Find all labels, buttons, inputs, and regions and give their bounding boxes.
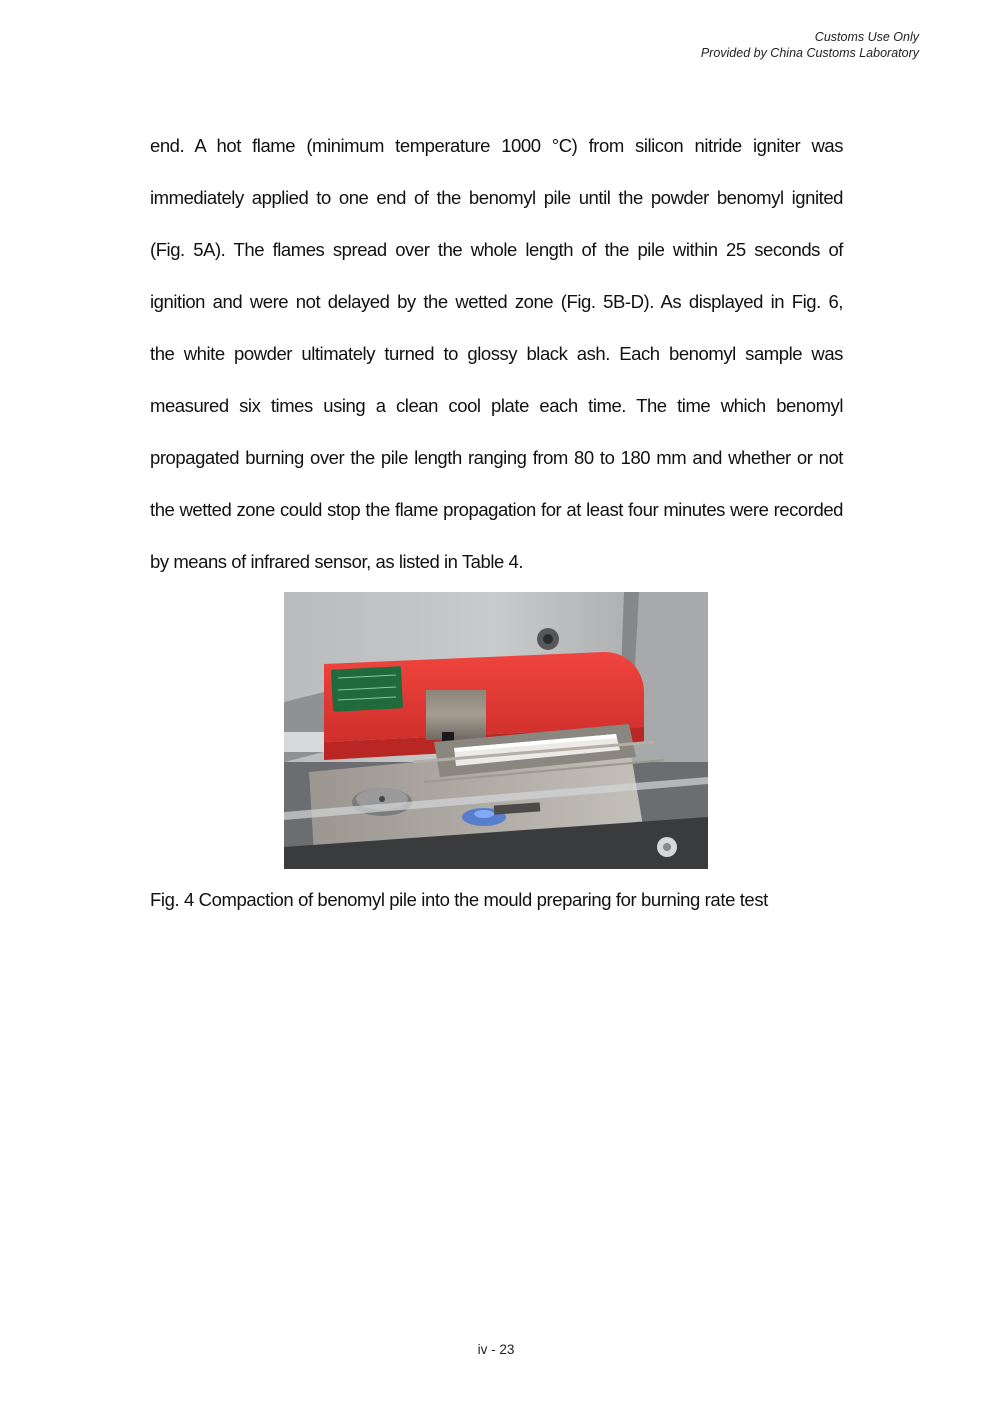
body-line: measured six times using a clean cool plate each time. The time which benomyl — [150, 395, 843, 416]
body-paragraph — [150, 120, 843, 588]
body-line: propagated burning over the pile length ranging from 80 to 180 mm and whether or not — [150, 447, 843, 468]
body-line: end. A hot flame (minimum temperature 1000 °C) from silicon nitride igniter was — [150, 135, 843, 156]
figure-caption: Fig. 4 Compaction of benomyl pile into the mould preparing for burning rate test — [150, 889, 768, 910]
body-line: the wetted zone could stop the flame propagation for at least four minutes were recorded — [150, 499, 843, 520]
apparatus-photo — [284, 592, 708, 869]
body-line: ignition and were not delayed by the wetted zone (Fig. 5B-D). As displayed in Fig. 6, — [150, 291, 843, 312]
page-number: iv - 23 — [477, 1342, 515, 1357]
body-line: (Fig. 5A). The flames spread over the whole length of the pile within 25 seconds of — [150, 239, 843, 260]
page-header — [701, 29, 919, 61]
header-line-customs: Customs Use Only — [814, 30, 919, 44]
header-line-provider: Provided by China Customs Laboratory — [700, 46, 919, 60]
body-line: the white powder ultimately turned to glossy black ash. Each benomyl sample was — [150, 343, 843, 364]
body-line: by means of infrared sensor, as listed in Table 4. — [150, 551, 524, 572]
figure-photo-burning-rate-apparatus — [284, 592, 708, 869]
body-line: immediately applied to one end of the benomyl pile until the powder benomyl ignited — [150, 187, 843, 208]
